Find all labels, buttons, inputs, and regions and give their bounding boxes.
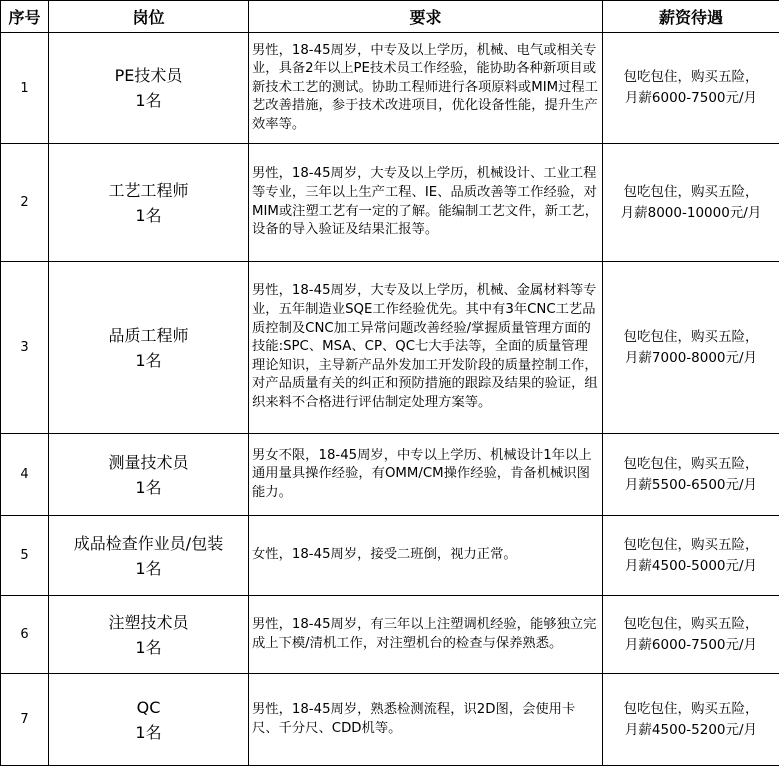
- row-index: 3: [1, 262, 49, 434]
- header-position: 岗位: [49, 1, 249, 33]
- row-position: [49, 596, 249, 674]
- salary-amount: 月薪6000-7500元/月: [624, 636, 758, 653]
- header-requirements: 要求: [249, 1, 603, 33]
- header-row: [1, 1, 779, 33]
- row-salary: [603, 144, 779, 262]
- row-salary: [603, 596, 779, 674]
- position-title: 品质工程师: [108, 325, 189, 345]
- row-requirements: 男性，18-45周岁，大专及以上学历，机械、金属材料等专业，五年制造业SQE工作经验优先。其中有3年CNC工艺品质控制及CNC加工异常问题改善经验/掌握质量管理方面的技能:SPC、MSA、CP、QC七大手法等，全面的质量管理理论知识，主导新产品外发加工开发阶段的质量控制工作，对产品质量有关的纠正和预防措施的跟踪及结果的验证，组织来料不合格进行评估制定处理方案等。: [249, 262, 603, 434]
- row-requirements: 男性，18-45周岁，中专及以上学历，机械、电气或相关专业，具备2年以上PE技术员工作经验，能协助各种新项目或新技术工艺的测试。协助工程师进行各项原料或MIM过程工艺改善措施，参于技术改进项目，优化设备性能，提升生产效率等。: [249, 33, 603, 144]
- position-count: 1名: [135, 558, 162, 578]
- salary-amount: 月薪8000-10000元/月: [620, 204, 762, 221]
- salary-amount: 月薪4500-5200元/月: [624, 721, 758, 738]
- header-index: 序号: [1, 1, 49, 33]
- row-salary: [603, 262, 779, 434]
- table-row: [1, 516, 779, 596]
- table-row: [1, 33, 779, 144]
- salary-amount: 月薪5500-6500元/月: [624, 476, 758, 493]
- salary-benefits: 包吃包住，购买五险，: [623, 328, 759, 345]
- row-position: [49, 262, 249, 434]
- salary-amount: 月薪7000-8000元/月: [624, 349, 758, 366]
- salary-benefits: 包吃包住，购买五险，: [623, 615, 759, 632]
- row-salary: [603, 674, 779, 766]
- salary-benefits: 包吃包住，购买五险，: [623, 536, 759, 553]
- table-row: [1, 144, 779, 262]
- salary-amount: 月薪6000-7500元/月: [624, 90, 758, 106]
- table-row: [1, 262, 779, 434]
- row-position: [49, 33, 249, 144]
- row-position: [49, 674, 249, 766]
- row-requirements: 男性，18-45周岁，熟悉检测流程，识2D图，会使用卡尺、千分尺、CDD机等。: [249, 674, 603, 766]
- position-title: 测量技术员: [108, 452, 189, 472]
- position-title: QC: [136, 697, 161, 717]
- row-index: 1: [1, 33, 49, 144]
- position-count: 1名: [135, 350, 162, 370]
- position-title: PE技术员: [114, 66, 183, 85]
- position-count: 1名: [135, 205, 162, 225]
- row-salary: [603, 434, 779, 516]
- position-title: 注塑技术员: [108, 612, 189, 632]
- table-row: [1, 596, 779, 674]
- row-requirements: 女性，18-45周岁，接受二班倒，视力正常。: [249, 516, 603, 596]
- table-row: [1, 434, 779, 516]
- table-row: [1, 674, 779, 766]
- row-salary: [603, 516, 779, 596]
- salary-benefits: 包吃包住，购买五险，: [623, 700, 759, 717]
- position-count: 1名: [135, 637, 162, 657]
- position-count: 1名: [135, 477, 162, 497]
- row-position: [49, 516, 249, 596]
- row-salary: [603, 33, 779, 144]
- row-index: 6: [1, 596, 49, 674]
- salary-benefits: 包吃包住，购买五险，: [623, 183, 759, 200]
- salary-benefits: 包吃包住，购买五险，: [623, 69, 759, 85]
- row-position: [49, 144, 249, 262]
- position-count: 1名: [135, 722, 162, 742]
- position-title: 成品检查作业员/包装: [73, 533, 224, 553]
- row-index: 5: [1, 516, 49, 596]
- salary-benefits: 包吃包住，购买五险，: [623, 455, 759, 472]
- row-position: [49, 434, 249, 516]
- row-index: 7: [1, 674, 49, 766]
- row-requirements: 男女不限，18-45周岁，中专以上学历、机械设计1年以上通用量具操作经验，有OMM/CM操作经验，肯备机械识图能力。: [249, 434, 603, 516]
- row-requirements: 男性，18-45周岁，大专及以上学历，机械设计、工业工程等专业，三年以上生产工程、IE、品质改善等工作经验，对MIM或注塑工艺有一定的了解。能编制工艺文件，新工艺，设备的导入验证及结果汇报等。: [249, 144, 603, 262]
- salary-amount: 月薪4500-5000元/月: [624, 557, 758, 574]
- position-count: 1名: [135, 91, 162, 110]
- row-requirements: 男性，18-45周岁，有三年以上注塑调机经验，能够独立完成上下模/清机工作，对注塑机台的检查与保养熟悉。: [249, 596, 603, 674]
- row-index: 4: [1, 434, 49, 516]
- header-salary: 薪资待遇: [603, 1, 779, 33]
- row-index: 2: [1, 144, 49, 262]
- position-title: 工艺工程师: [108, 180, 189, 200]
